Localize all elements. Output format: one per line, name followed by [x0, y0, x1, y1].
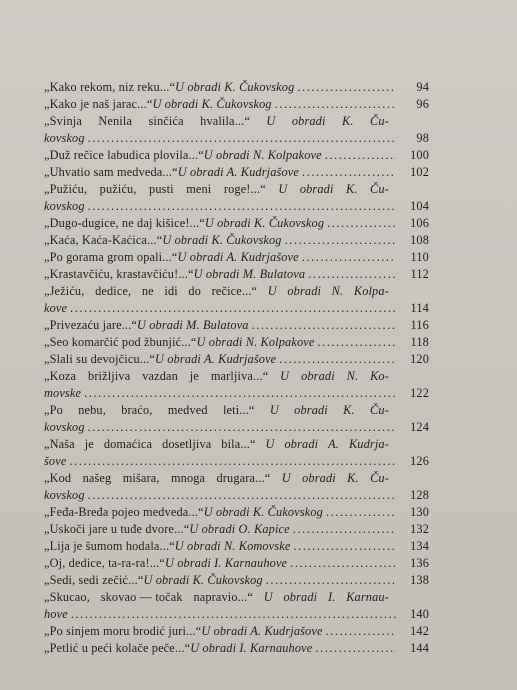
entry-title: „Petlić u peći kolače peče...“	[44, 641, 191, 655]
toc-entry	[44, 623, 429, 640]
dot-leader	[317, 334, 396, 351]
toc-entry	[44, 640, 429, 657]
entry-word: skovao — točak	[100, 590, 183, 604]
dot-leader	[69, 453, 396, 470]
page-number: 132	[410, 522, 429, 536]
toc-entry	[44, 317, 429, 334]
entry-word: rečice...“	[211, 284, 258, 298]
entry-title: „Slali su devojčicu...“	[44, 352, 156, 366]
entry-continuation: kovskog	[44, 131, 85, 145]
page-number: 118	[410, 335, 429, 349]
page-number: 106	[410, 216, 429, 230]
entry-word: marljiva...“	[210, 369, 269, 383]
toc-entry	[44, 164, 429, 181]
dot-leader	[275, 96, 396, 113]
entry-word: Karnau-	[346, 590, 389, 604]
entry-word: Kolpa-	[353, 284, 389, 298]
entry-word: je	[189, 369, 199, 383]
entry-word: „Pužiću,	[44, 182, 88, 196]
entry-title: „Dugo-dugice, ne daj kišice!...“	[44, 216, 205, 230]
entry-word: vazdan	[142, 369, 178, 383]
entry-word: K.	[347, 471, 359, 485]
dot-leader	[325, 147, 396, 164]
page-number: 136	[410, 556, 429, 570]
entry-adaptation: U obradi M. Bulatova	[193, 267, 306, 281]
page-number: 98	[416, 131, 429, 145]
entry-word: Ču-	[370, 182, 389, 196]
entry-word: obradi	[283, 590, 318, 604]
entry-word: drugara...“	[216, 471, 271, 485]
entry-word: Ču-	[370, 471, 389, 485]
toc-entry	[44, 79, 429, 96]
entry-word: medved	[167, 403, 208, 417]
dot-leader	[294, 538, 397, 555]
dot-leader	[84, 385, 396, 402]
entry-title: „Kaća, Kaća-Kaćica...“	[44, 233, 163, 247]
dot-leader	[285, 232, 396, 249]
entry-word: obradi	[284, 437, 319, 451]
entry-word: U	[280, 369, 290, 383]
entry-word: Ko-	[370, 369, 389, 383]
entry-continuation: šove	[44, 454, 67, 468]
entry-word: ne	[141, 284, 154, 298]
page-number: 108	[410, 233, 429, 247]
entry-title: „Po sinjem moru brodić juri...“	[44, 624, 202, 638]
page-number: 110	[410, 250, 429, 264]
dot-leader	[88, 198, 396, 215]
entry-word: U	[278, 182, 288, 196]
entry-word: brižljiva	[88, 369, 131, 383]
entry-word: meni	[186, 182, 212, 196]
entry-word: mišara,	[122, 471, 160, 485]
entry-title: „Uskoči jare u tuđe dvore...“	[44, 522, 190, 536]
page-number: 138	[410, 573, 429, 587]
entry-title: „Oj, dedice, ta-ra-ra!...“	[44, 556, 165, 570]
entry-title: „Uhvatio sam medveda...“	[44, 165, 178, 179]
entry-word: obradi	[302, 471, 336, 485]
page-number: 94	[416, 80, 429, 94]
entry-word: K.	[345, 182, 358, 196]
entry-word: „Koza	[44, 369, 77, 383]
entry-title: „Sedi, sedi zečić...“	[44, 573, 144, 587]
entry-word: K.	[341, 114, 354, 128]
toc-entry	[44, 147, 429, 164]
page-number: 126	[410, 454, 429, 468]
toc-entry	[44, 470, 429, 504]
page-number: 134	[410, 539, 429, 553]
entry-word: idi	[164, 284, 178, 298]
dot-leader	[279, 351, 396, 368]
dot-leader	[327, 215, 396, 232]
entry-title: „Krastavčiću, krastavčiću!...“	[44, 267, 194, 281]
entry-continuation: kovskog	[44, 420, 85, 434]
dot-leader	[297, 79, 396, 96]
page-number: 100	[410, 148, 429, 162]
entry-adaptation: U obradi K. Čukovskog	[204, 216, 325, 230]
entry-word: obradi	[294, 403, 328, 417]
entry-title: „Po gorama grom opali...“	[44, 250, 178, 264]
entry-word: našeg	[82, 471, 112, 485]
dot-leader	[266, 572, 396, 589]
dot-leader	[88, 130, 396, 147]
dot-leader	[308, 266, 396, 283]
toc-entry	[44, 555, 429, 572]
dot-leader	[88, 419, 396, 436]
entry-adaptation: U obradi I. Karnauhove	[165, 556, 288, 570]
entry-word: Ču-	[370, 114, 389, 128]
entry-word: je	[84, 437, 94, 451]
toc-entry	[44, 538, 429, 555]
dot-leader	[71, 606, 396, 623]
page-number: 104	[410, 199, 429, 213]
entry-adaptation: U obradi N. Kolpakove	[196, 335, 315, 349]
entry-word: obradi	[299, 182, 334, 196]
page-number: 124	[410, 420, 429, 434]
entry-word: „Ježiću,	[44, 284, 85, 298]
toc-entry	[44, 113, 429, 147]
page-number: 142	[410, 624, 429, 638]
dot-leader	[302, 249, 396, 266]
entry-adaptation: U obradi N. Komovske	[174, 539, 291, 553]
entry-word: „Naša	[44, 437, 75, 451]
entry-title: „Privezaću jare...“	[44, 318, 137, 332]
entry-word: „Kod	[44, 471, 72, 485]
entry-adaptation: U obradi K. Čukovskog	[152, 97, 272, 111]
entry-adaptation: U obradi K. Čukovskog	[143, 573, 263, 587]
entry-word: pusti	[149, 182, 174, 196]
toc-entry	[44, 283, 429, 317]
entry-word: braćo,	[121, 403, 153, 417]
toc-entry	[44, 402, 429, 436]
entry-word: „Skucao,	[44, 590, 90, 604]
entry-adaptation: U obradi K. Čukovskog	[162, 233, 282, 247]
entry-word: pužiću,	[99, 182, 137, 196]
entry-continuation: hove	[44, 607, 68, 621]
dot-leader	[70, 300, 396, 317]
entry-adaptation: U obradi A. Kudrjašove	[177, 165, 299, 179]
toc-entry	[44, 504, 429, 521]
dot-leader	[302, 164, 396, 181]
toc-entry	[44, 181, 429, 215]
entry-word: do	[188, 284, 202, 298]
entry-title: „Feđa-Bređa pojeo medveda...“	[44, 505, 204, 519]
entry-word: N.	[331, 284, 344, 298]
page-number: 130	[410, 505, 429, 519]
page-number: 140	[410, 607, 429, 621]
toc-entry	[44, 351, 429, 368]
toc-entry	[44, 334, 429, 351]
toc-entry	[44, 266, 429, 283]
page-number: 116	[410, 318, 429, 332]
dot-leader	[252, 317, 396, 334]
toc-entry	[44, 572, 429, 589]
entry-title: „Kako je naš jarac...“	[44, 97, 153, 111]
page-number: 114	[410, 301, 429, 315]
entry-adaptation: U obradi A. Kudrjašove	[177, 250, 299, 264]
entry-adaptation: U obradi M. Bulatova	[136, 318, 249, 332]
dot-leader	[326, 623, 396, 640]
entry-title: „Lija je šumom hodala...“	[44, 539, 175, 553]
toc-entry	[44, 436, 429, 470]
page-number: 102	[410, 165, 429, 179]
entry-word: N.	[346, 369, 359, 383]
entry-continuation: kovskog	[44, 199, 85, 213]
entry-title: „Seo komarčić pod žbunjić...“	[44, 335, 197, 349]
entry-word: Kudrja-	[348, 437, 389, 451]
entry-continuation: kovskog	[44, 488, 85, 502]
entry-adaptation: U obradi K. Čukovskog	[203, 505, 323, 519]
entry-word: obradi	[291, 114, 326, 128]
entry-word: roge!...“	[223, 182, 266, 196]
entry-continuation: movske	[44, 386, 82, 400]
page-number: 144	[410, 641, 429, 655]
entry-word: mnoga	[170, 471, 206, 485]
dot-leader	[326, 504, 396, 521]
entry-adaptation: U obradi I. Karnauhove	[190, 641, 313, 655]
page-number: 96	[416, 97, 429, 111]
page-number: 128	[410, 488, 429, 502]
page-number: 120	[410, 352, 429, 366]
page-number: 122	[410, 386, 429, 400]
toc-entry	[44, 96, 429, 113]
dot-leader	[88, 487, 396, 504]
toc-entry	[44, 368, 429, 402]
entry-word: Nenila	[98, 114, 133, 128]
toc-entry	[44, 249, 429, 266]
entry-adaptation: U obradi N. Kolpakove	[203, 148, 322, 162]
entry-word: hvalila...“	[200, 114, 250, 128]
entry-word: dedice,	[95, 284, 132, 298]
entry-adaptation: U obradi A. Kudrjašove	[155, 352, 277, 366]
entry-adaptation: U obradi O. Kapice	[189, 522, 290, 536]
entry-word: dosetljiva	[162, 437, 212, 451]
entry-word: napravio...“	[193, 590, 253, 604]
entry-title: „Kako rekom, niz reku...“	[44, 80, 176, 94]
toc-entry	[44, 589, 429, 623]
entry-word: U	[269, 403, 279, 417]
entry-word: K.	[343, 403, 355, 417]
entry-word: obradi	[301, 369, 335, 383]
entry-word: leti...“	[222, 403, 255, 417]
entry-title: „Duž rečice labudica plovila...“	[44, 148, 204, 162]
entry-word: bila...“	[221, 437, 256, 451]
entry-word: domaćica	[103, 437, 153, 451]
page-number: 112	[410, 267, 429, 281]
toc-entry	[44, 521, 429, 538]
entry-adaptation: U obradi A. Kudrjašove	[201, 624, 323, 638]
entry-word: U	[281, 471, 291, 485]
entry-word: sinčića	[148, 114, 184, 128]
toc-entry	[44, 232, 429, 249]
entry-word: Ču-	[370, 403, 389, 417]
entry-word: U	[265, 437, 275, 451]
dot-leader	[293, 521, 396, 538]
entry-word: „Po	[44, 403, 63, 417]
dot-leader	[315, 640, 396, 657]
table-of-contents	[44, 79, 429, 657]
dot-leader	[290, 555, 396, 572]
entry-word: nebu,	[78, 403, 106, 417]
entry-adaptation: U obradi K. Čukovskog	[175, 80, 295, 94]
entry-word: U	[263, 590, 273, 604]
entry-word: „Svinja	[44, 114, 82, 128]
entry-continuation: kove	[44, 301, 68, 315]
entry-word: U	[266, 114, 276, 128]
entry-word: obradi	[287, 284, 322, 298]
entry-word: A.	[328, 437, 340, 451]
entry-word: I.	[327, 590, 336, 604]
toc-entry	[44, 215, 429, 232]
entry-word: U	[267, 284, 277, 298]
